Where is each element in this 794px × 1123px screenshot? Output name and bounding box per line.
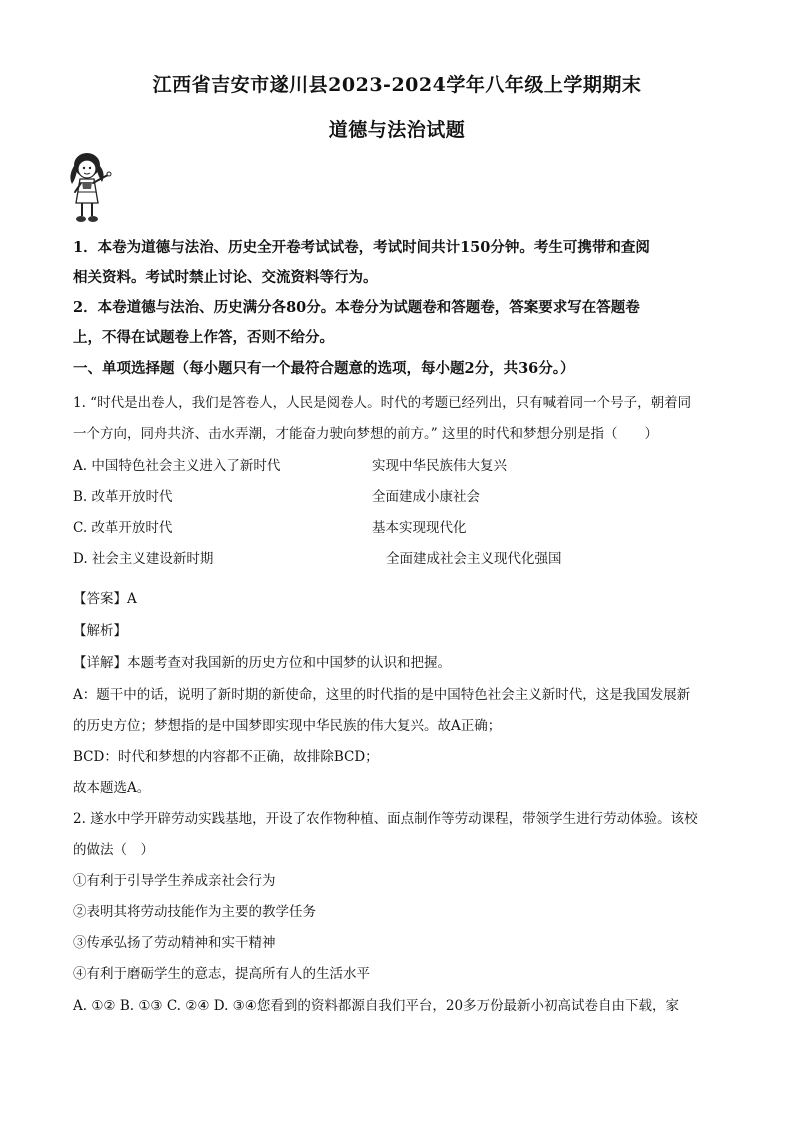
notice-line-3: 2．本卷道德与法治、历史满分各80分。本卷分为试题卷和答题卷，答案要求写在答题卷 xyxy=(73,299,640,316)
q2-statement-4: ④有利于磨砺学生的意志，提高所有人的生活水平 xyxy=(73,966,370,982)
notice-line-1: 1．本卷为道德与法治、历史全开卷考试试卷，考试时间共计150分钟。考生可携带和查阅 xyxy=(73,239,650,256)
q1-option-b: B. 改革开放时代 xyxy=(73,489,173,505)
q1-option-d: D. 社会主义建设新时期 xyxy=(73,551,214,567)
notice-line-4: 上，不得在试题卷上作答，否则不给分。 xyxy=(73,329,334,346)
q2-choices: A. ①② B. ①③ C. ②④ D. ③④您看到的资料都源自我们平台，20多万份最新小初高试卷自由下载，家 xyxy=(73,998,680,1014)
q1-analysis-a4: 故本题选A。 xyxy=(73,780,151,796)
document-subtitle: 道德与法治试题 xyxy=(328,119,466,141)
q1-option-a: A. 中国特色社会主义进入了新时代 xyxy=(73,458,281,474)
q1-option-c: C. 改革开放时代 xyxy=(73,520,173,536)
question-2-stem: 2. 遂水中学开辟劳动实践基地，开设了农作物种植、面点制作等劳动课程，带领学生进行劳动体验。该校 xyxy=(73,811,698,827)
section-heading: 一、单项选择题（每小题只有一个最符合题意的选项，每小题2分，共36分。） xyxy=(73,360,575,377)
q1-detail: 【详解】本题考查对我国新的历史方位和中国梦的认识和把握。 xyxy=(73,655,451,671)
notice-line-2: 相关资料。考试时禁止讨论、交流资料等行为。 xyxy=(73,269,378,286)
q1-answer: 【答案】A xyxy=(73,591,137,607)
q1-analysis-a2: 的历史方位；梦想指的是中国梦即实现中华民族的伟大复兴。故A正确； xyxy=(73,718,502,734)
q1-option-d-dream: 全面建成社会主义现代化强国 xyxy=(386,551,562,567)
question-1-stem-cont: 一个方向，同舟共济、击水弄潮，才能奋力驶向梦想的前方。” 这里的时代和梦想分别是指（ ） xyxy=(73,426,658,442)
girl-mascot-illustration xyxy=(62,148,152,228)
q2-statement-2: ②表明其将劳动技能作为主要的教学任务 xyxy=(73,904,316,920)
q2-statement-1: ①有利于引导学生养成亲社会行为 xyxy=(73,873,276,889)
q1-option-a-dream: 实现中华民族伟大复兴 xyxy=(372,458,507,474)
q1-option-b-dream: 全面建成小康社会 xyxy=(372,489,480,505)
document-title: 江西省吉安市遂川县2023-2024学年八年级上学期期末 xyxy=(152,74,642,96)
q1-analysis-label: 【解析】 xyxy=(73,623,127,639)
q1-analysis-a3: BCD：时代和梦想的内容都不正确，故排除BCD； xyxy=(73,749,379,765)
question-2-stem-cont: 的做法（ ） xyxy=(73,842,154,858)
question-1-stem: 1. “时代是出卷人，我们是答卷人，人民是阅卷人。时代的考题已经列出，只有喊着同一个号子，朝着同 xyxy=(73,395,692,411)
q1-option-c-dream: 基本实现现代化 xyxy=(372,520,467,536)
q2-statement-3: ③传承弘扬了劳动精神和实干精神 xyxy=(73,935,276,951)
q1-analysis-a1: A：题干中的话，说明了新时期的新使命，这里的时代指的是中国特色社会主义新时代，这是我国发展新 xyxy=(73,687,691,703)
